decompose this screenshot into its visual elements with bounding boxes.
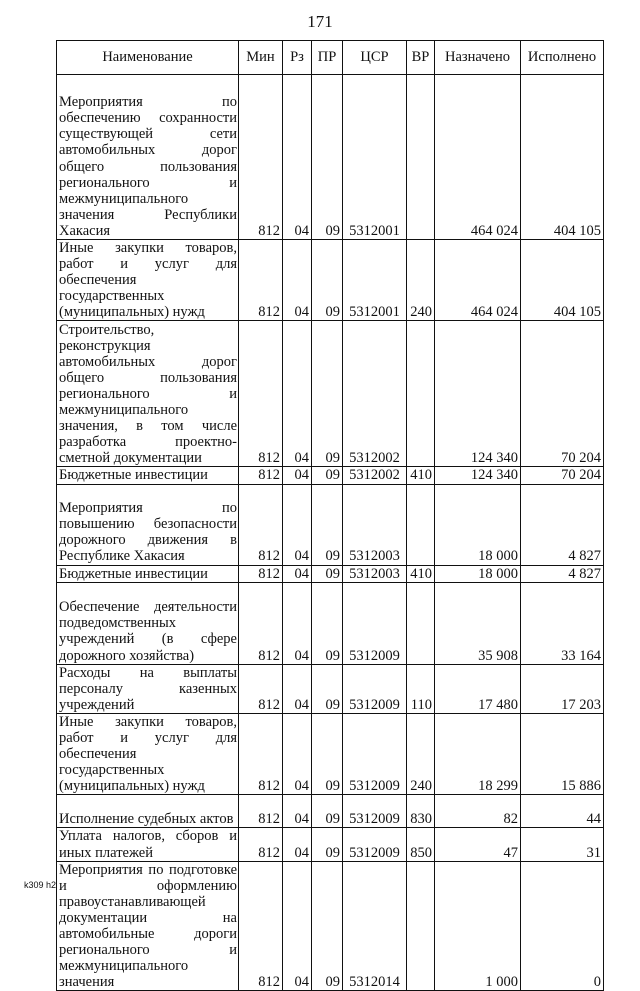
row-csr: 5312009 <box>343 582 407 664</box>
header-pr: ПР <box>312 41 343 75</box>
row-pr: 09 <box>312 713 343 794</box>
table-row <box>57 795 604 828</box>
row-vr <box>407 321 435 467</box>
row-vr: 240 <box>407 240 435 321</box>
header-executed: Исполнено <box>521 41 604 75</box>
row-vr: 410 <box>407 565 435 582</box>
row-executed: 70 204 <box>521 467 604 484</box>
row-csr: 5312009 <box>343 713 407 794</box>
header-min: Мин <box>239 41 283 75</box>
row-csr: 5312002 <box>343 321 407 467</box>
header-assigned: Назначено <box>435 41 521 75</box>
row-rz: 04 <box>283 467 312 484</box>
row-assigned: 18 000 <box>435 565 521 582</box>
row-assigned: 47 <box>435 828 521 861</box>
row-name: Обеспечение деятельности подведомственных учреждений (в сфере дорожного хозяйства) <box>57 582 239 664</box>
row-csr: 5312009 <box>343 664 407 713</box>
row-name: Иные закупки товаров, работ и услуг для обеспечения государственных (муниципальных) нужд <box>57 713 239 794</box>
row-executed: 4 827 <box>521 565 604 582</box>
row-rz: 04 <box>283 664 312 713</box>
row-executed: 404 105 <box>521 75 604 240</box>
table-row <box>57 861 604 991</box>
row-pr: 09 <box>312 664 343 713</box>
row-pr: 09 <box>312 861 343 991</box>
row-csr: 5312009 <box>343 828 407 861</box>
row-csr: 5312009 <box>343 795 407 828</box>
row-pr: 09 <box>312 565 343 582</box>
table-row <box>57 828 604 861</box>
row-min: 812 <box>239 75 283 240</box>
row-assigned: 124 340 <box>435 321 521 467</box>
row-rz: 04 <box>283 565 312 582</box>
row-assigned: 18 000 <box>435 484 521 565</box>
row-name: Строительство, реконструкция автомобильных дорог общего пользования регионального и межмуниципального значения, в том числе разработка проектно-сметной документации <box>57 321 239 467</box>
row-min: 812 <box>239 240 283 321</box>
table-row <box>57 565 604 582</box>
header-rz: Рз <box>283 41 312 75</box>
row-rz: 04 <box>283 484 312 565</box>
row-csr: 5312003 <box>343 565 407 582</box>
row-rz: 04 <box>283 582 312 664</box>
row-executed: 31 <box>521 828 604 861</box>
row-assigned: 464 024 <box>435 75 521 240</box>
row-rz: 04 <box>283 795 312 828</box>
header-name: Наименование <box>57 41 239 75</box>
row-assigned: 82 <box>435 795 521 828</box>
row-pr: 09 <box>312 582 343 664</box>
row-pr: 09 <box>312 484 343 565</box>
row-pr: 09 <box>312 240 343 321</box>
row-pr: 09 <box>312 795 343 828</box>
row-vr: 240 <box>407 713 435 794</box>
row-vr <box>407 861 435 991</box>
row-pr: 09 <box>312 321 343 467</box>
row-pr: 09 <box>312 828 343 861</box>
row-csr: 5312001 <box>343 240 407 321</box>
row-min: 812 <box>239 582 283 664</box>
header-csr: ЦСР <box>343 41 407 75</box>
row-name: Бюджетные инвестиции <box>57 467 239 484</box>
table-row <box>57 467 604 484</box>
row-assigned: 17 480 <box>435 664 521 713</box>
row-executed: 17 203 <box>521 664 604 713</box>
row-executed: 0 <box>521 861 604 991</box>
row-csr: 5312002 <box>343 467 407 484</box>
row-min: 812 <box>239 713 283 794</box>
row-name: Уплата налогов, сборов и иных платежей <box>57 828 239 861</box>
row-assigned: 35 908 <box>435 582 521 664</box>
table-row <box>57 75 604 240</box>
page-number: 171 <box>307 12 333 31</box>
row-pr: 09 <box>312 75 343 240</box>
row-min: 812 <box>239 467 283 484</box>
row-rz: 04 <box>283 321 312 467</box>
row-min: 812 <box>239 795 283 828</box>
row-assigned: 18 299 <box>435 713 521 794</box>
row-min: 812 <box>239 861 283 991</box>
row-rz: 04 <box>283 713 312 794</box>
row-vr <box>407 75 435 240</box>
row-rz: 04 <box>283 75 312 240</box>
row-vr <box>407 582 435 664</box>
row-assigned: 464 024 <box>435 240 521 321</box>
row-csr: 5312001 <box>343 75 407 240</box>
row-name: Бюджетные инвестиции <box>57 565 239 582</box>
row-min: 812 <box>239 484 283 565</box>
header-vr: ВР <box>407 41 435 75</box>
row-name: Иные закупки товаров, работ и услуг для обеспечения государственных (муниципальных) нужд <box>57 240 239 321</box>
row-rz: 04 <box>283 828 312 861</box>
budget-table <box>56 40 604 991</box>
row-name: Исполнение судебных актов <box>57 795 239 828</box>
row-executed: 44 <box>521 795 604 828</box>
row-vr: 110 <box>407 664 435 713</box>
table-row <box>57 713 604 794</box>
table-row <box>57 582 604 664</box>
row-executed: 4 827 <box>521 484 604 565</box>
row-csr: 5312003 <box>343 484 407 565</box>
row-pr: 09 <box>312 467 343 484</box>
table-row <box>57 321 604 467</box>
row-executed: 70 204 <box>521 321 604 467</box>
row-vr: 410 <box>407 467 435 484</box>
row-name: Мероприятия по подготовке и оформлению правоустанавливающей документации на автомобильные дороги регионального и межмуниципального значения <box>57 861 239 991</box>
row-min: 812 <box>239 321 283 467</box>
row-assigned: 124 340 <box>435 467 521 484</box>
row-name: Расходы на выплаты персоналу казенных учреждений <box>57 664 239 713</box>
row-min: 812 <box>239 664 283 713</box>
row-vr <box>407 484 435 565</box>
row-rz: 04 <box>283 240 312 321</box>
table-header-row <box>57 41 604 75</box>
row-vr: 830 <box>407 795 435 828</box>
row-rz: 04 <box>283 861 312 991</box>
footer-code: k309 h2 <box>24 880 57 890</box>
row-min: 812 <box>239 565 283 582</box>
table-row <box>57 240 604 321</box>
row-executed: 404 105 <box>521 240 604 321</box>
row-vr: 850 <box>407 828 435 861</box>
table-row <box>57 484 604 565</box>
row-csr: 5312014 <box>343 861 407 991</box>
row-assigned: 1 000 <box>435 861 521 991</box>
table-row <box>57 664 604 713</box>
row-name: Мероприятия по обеспечению сохранности существующей сети автомобильных дорог общего пользования регионального и межмуниципального значения Республики Хакасия <box>57 75 239 240</box>
row-name: Мероприятия по повышению безопасности дорожного движения в Республике Хакасия <box>57 484 239 565</box>
row-executed: 15 886 <box>521 713 604 794</box>
row-min: 812 <box>239 828 283 861</box>
row-executed: 33 164 <box>521 582 604 664</box>
